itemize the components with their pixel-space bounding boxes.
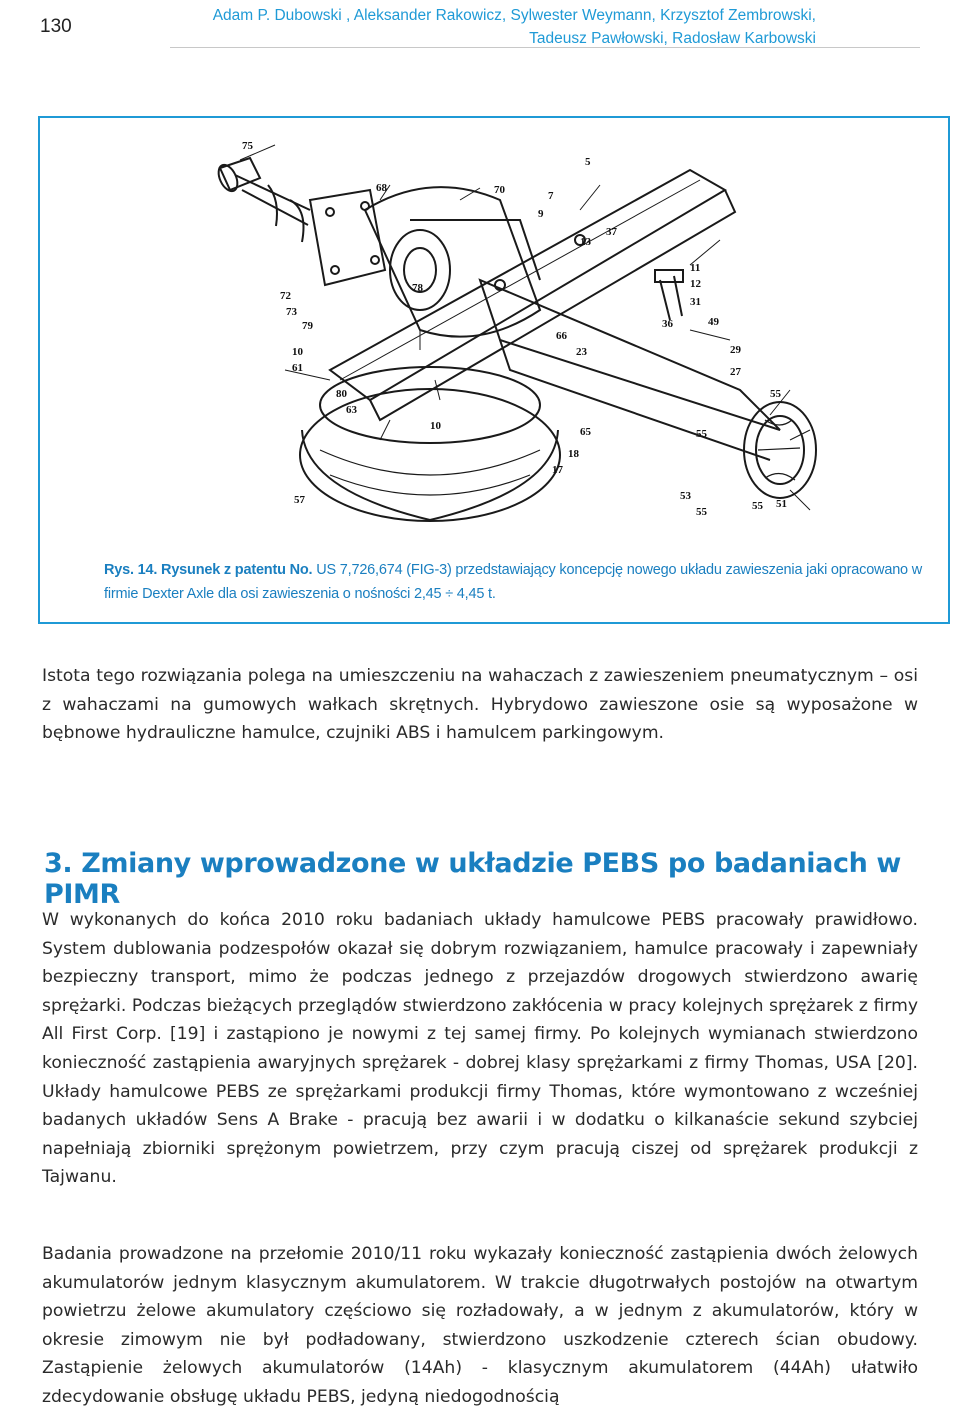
patent-drawing [180,130,860,560]
callout-5: 5 [585,156,591,168]
callout-13: 13 [580,236,591,248]
callout-70: 70 [494,184,505,196]
callout-65: 65 [580,426,591,438]
callout-79: 79 [302,320,313,332]
callout-23: 23 [576,346,587,358]
figure-caption [104,558,924,606]
callout-31: 31 [690,296,701,308]
callout-37: 37 [606,226,617,238]
callout-7: 7 [548,190,554,202]
callout-18: 18 [568,448,579,460]
authors-line-1: Adam P. Dubowski , Aleksander Rakowicz, Sylwester Weymann, Krzysztof Zembrowski, [212,7,816,24]
header-rule [170,47,920,48]
callout-9: 9 [538,208,544,220]
section-heading: 3. Zmiany wprowadzone w układzie PEBS po badaniach w PIMR [44,848,901,910]
callout-80: 80 [336,388,347,400]
callout-73: 73 [286,306,297,318]
figure-frame [38,116,950,624]
callout-51: 51 [776,498,787,510]
callout-49: 49 [708,316,719,328]
callout-12: 12 [690,278,701,290]
callout-27: 27 [730,366,741,378]
callout-10-b: 10 [292,346,303,358]
caption-text: US 7,726,674 (FIG-3) przedstawiający koncepcję nowego układu zawieszenia jaki opracowano w firmie Dexter Axle dla osi zawieszenia o nośności 2,45 ÷ 4,45 t. [104,562,923,602]
callout-11: 11 [690,262,701,274]
callout-55-c: 55 [696,506,707,518]
authors [120,4,816,50]
callout-78: 78 [412,282,423,294]
callout-17: 17 [552,464,563,476]
callout-66: 66 [556,330,567,342]
paragraph-2: W wykonanych do końca 2010 roku badaniach układy hamulcowe PEBS pracowały prawidłowo. System dublowania podzespołów okazał się dobrym rozwiązaniem, hamulce pracowały i zapewniały bezpieczny transport, mimo że podczas jednego z przejazdów drogowych stwierdzono awarię sprężarki. Podczas bieżących przeglądów stwierdzono zakłócenia w pracy kolejnych sprężarek z firmy All First Corp. [19] i zastąpiono je nowymi z tej samej firmy. Po kolejnych wymianach stwierdzono konieczność zastąpienia awaryjnych sprężarek - dobrej klasy sprężarkami z firmy Thomas, USA [20]. Układy hamulcowe PEBS ze sprężarkami produkcji firmy Thomas, które wymontowano z wcześniej badanych układów Sens A Brake - pracują bez awarii i w dodatku o kilkanaście sekund szybciej napełniają zbiorniki sprężonym powietrzem, przy czym pracują ciszej od sprężarek produkcji z Tajwanu. [42,910,918,1188]
page-header [0,0,960,50]
callout-75: 75 [242,140,253,152]
callout-10-a: 10 [430,420,441,432]
paragraph-1: Istota tego rozwiązania polega na umieszczeniu na wahaczach z zawieszeniem pneumatycznym – osi z wahaczami na gumowych wałkach skrętnych. Hybrydowo zawieszone osie są wyposażone w bębnowe hydrauliczne hamulce, czujniki ABS i hamulcem parkingowym. [42,666,918,744]
paragraph-3: Badania prowadzone na przełomie 2010/11 roku wykazały konieczność zastąpienia dwóch żelowych akumulatorów jednym klasycznym akumulatorem. W trakcie długotrwałych postojów na otwartym powietrzu żelowe akumulatory częściowo się rozładowały, a w jednym z akumulatorów, który w okresie zimowym nie był podładowany, stwierdzono uszkodzenie czterech ścian obudowy. Zastąpienie żelowych akumulatorów (14Ah) - klasycznym akumulatorem (44Ah) ułatwiło zdecydowanie obsługę układu PEBS, jedyną niedogodnością [42,1244,918,1407]
callout-63: 63 [346,404,357,416]
caption-lead: Rys. 14. Rysunek z patentu No. [104,562,313,578]
callout-55-a: 55 [770,388,781,400]
callout-72: 72 [280,290,291,302]
callout-53: 53 [680,490,691,502]
callout-61: 61 [292,362,303,374]
callout-55-d: 55 [752,500,763,512]
authors-line-2: Tadeusz Pawłowski, Radosław Karbowski [529,30,816,47]
page-number: 130 [40,16,72,37]
callout-29: 29 [730,344,741,356]
callout-36: 36 [662,318,673,330]
callout-68: 68 [376,182,387,194]
callout-55-b: 55 [696,428,707,440]
callout-57: 57 [294,494,305,506]
